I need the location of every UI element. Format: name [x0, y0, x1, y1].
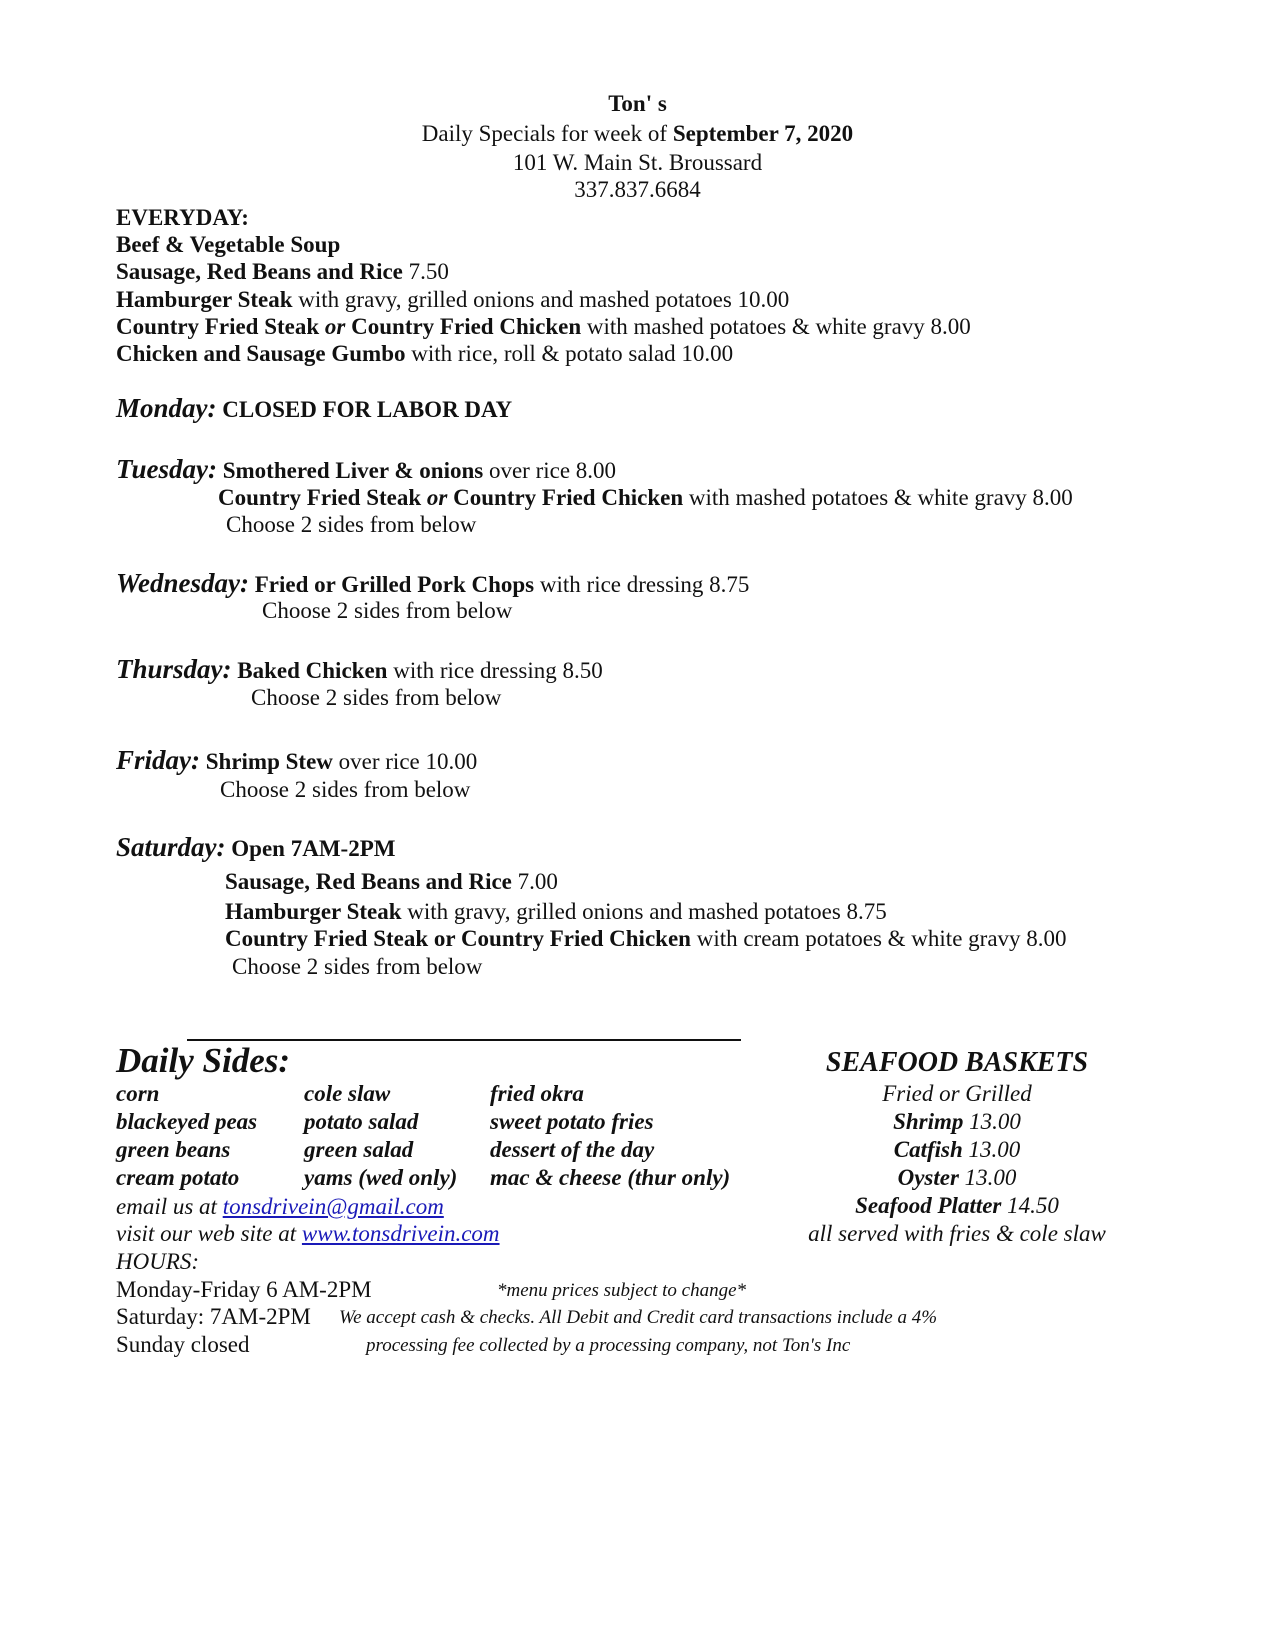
item-name: Country Fried Steak or Country Fried Chicken	[225, 926, 691, 951]
specials-heading	[0, 120, 1275, 148]
saturday-row	[116, 833, 395, 863]
item-name: Baked Chicken	[237, 658, 388, 683]
side-item: yams (wed only)	[304, 1165, 458, 1190]
side-item: sweet potato fries	[490, 1109, 654, 1134]
email-prefix: email us at	[116, 1194, 223, 1219]
seafood-name: Catfish	[893, 1137, 963, 1162]
everyday-soup: Beef & Vegetable Soup	[116, 232, 341, 257]
side-item: green beans	[116, 1137, 231, 1162]
seafood-subheading: Fried or Grilled	[882, 1081, 1032, 1106]
tuesday-sides: Choose 2 sides from below	[226, 512, 477, 537]
thursday-row	[116, 655, 603, 685]
item-name: Country Fried Steak	[218, 485, 422, 510]
seafood-price: 13.00	[962, 1137, 1021, 1162]
seafood-price: 13.00	[963, 1109, 1021, 1134]
email-line	[116, 1193, 444, 1221]
daily-sides-heading: Daily Sides:	[116, 1041, 291, 1080]
item-name: Shrimp Stew	[205, 749, 333, 774]
item-name: Smothered Liver & onions	[222, 458, 484, 483]
side-item: corn	[116, 1081, 160, 1106]
hours-saturday: Saturday: 7AM-2PM	[116, 1304, 311, 1329]
monday-text: CLOSED FOR LABOR DAY	[222, 397, 513, 422]
item-detail: with mashed potatoes & white gravy 8.00	[683, 485, 1073, 510]
website-prefix: visit our web site at	[116, 1221, 302, 1246]
seafood-item	[790, 1192, 1124, 1220]
website-link[interactable]: www.tonsdrivein.com	[301, 1221, 500, 1246]
item-detail: over rice 10.00	[332, 749, 478, 774]
item-name: Country Fried Steak	[116, 314, 320, 339]
tuesday-item-2	[218, 484, 1073, 512]
item-name: Hamburger Steak	[116, 287, 293, 312]
side-item: potato salad	[304, 1109, 419, 1134]
saturday-item-3	[225, 925, 1067, 953]
wednesday-sides: Choose 2 sides from below	[262, 598, 513, 623]
seafood-section	[790, 1046, 1124, 1248]
saturday-hours: Open 7AM-2PM	[231, 836, 396, 861]
item-detail: 7.50	[402, 259, 449, 284]
seafood-note: all served with fries & cole slaw	[808, 1221, 1106, 1246]
tuesday-label: Tuesday:	[116, 454, 217, 484]
restaurant-name: Ton' s	[608, 91, 667, 116]
item-name: Sausage, Red Beans and Rice	[225, 869, 512, 894]
seafood-heading: SEAFOOD BASKETS	[825, 1047, 1089, 1078]
monday-row	[116, 394, 512, 424]
wednesday-row	[116, 569, 749, 599]
email-link[interactable]: tonsdrivein@gmail.com	[222, 1194, 444, 1219]
prices-note: *menu prices subject to change*	[497, 1280, 747, 1301]
item-name: Country Fried Chicken	[351, 314, 582, 339]
saturday-label: Saturday:	[116, 832, 226, 862]
hours-sunday: Sunday closed	[116, 1332, 250, 1357]
saturday-item-1	[225, 868, 558, 896]
seafood-price: 13.00	[958, 1165, 1017, 1190]
sides-column-1	[116, 1080, 257, 1192]
item-detail: with rice dressing 8.50	[387, 658, 603, 683]
everyday-item-1	[116, 258, 449, 286]
website-line	[116, 1220, 500, 1248]
seafood-item	[790, 1108, 1124, 1136]
item-detail: with rice dressing 8.75	[534, 572, 750, 597]
everyday-heading: EVERYDAY:	[116, 205, 249, 230]
side-item: blackeyed peas	[116, 1109, 258, 1134]
specials-prefix: Daily Specials for week of	[421, 121, 668, 146]
item-name: Fried or Grilled Pork Chops	[254, 572, 535, 597]
everyday-item-3	[116, 313, 971, 341]
sides-column-3	[490, 1080, 730, 1192]
side-item: cream potato	[116, 1165, 240, 1190]
item-detail: with gravy, grilled onions and mashed potatoes 10.00	[292, 287, 790, 312]
friday-row	[116, 746, 477, 776]
week-date: September 7, 2020	[672, 121, 854, 146]
sides-column-2	[304, 1080, 457, 1192]
seafood-price: 14.50	[1001, 1193, 1059, 1218]
friday-label: Friday:	[116, 745, 200, 775]
item-name: Hamburger Steak	[225, 899, 402, 924]
payment-note-1: We accept cash & checks. All Debit and Credit card transactions include a 4%	[339, 1307, 938, 1328]
item-name: Country Fried Chicken	[453, 485, 684, 510]
friday-sides: Choose 2 sides from below	[220, 777, 471, 802]
item-detail: with cream potatoes & white gravy 8.00	[690, 926, 1067, 951]
side-item: green salad	[304, 1137, 414, 1162]
or-text: or	[426, 485, 448, 510]
wednesday-label: Wednesday:	[116, 568, 249, 598]
item-detail: with rice, roll & potato salad 10.00	[405, 341, 734, 366]
seafood-name: Shrimp	[893, 1109, 964, 1134]
everyday-item-4	[116, 340, 733, 368]
side-item: dessert of the day	[490, 1137, 655, 1162]
thursday-sides: Choose 2 sides from below	[251, 685, 502, 710]
seafood-item	[790, 1136, 1124, 1164]
thursday-label: Thursday:	[116, 654, 232, 684]
side-item: fried okra	[490, 1081, 584, 1106]
item-detail: with gravy, grilled onions and mashed potatoes 8.75	[401, 899, 887, 924]
item-name: Sausage, Red Beans and Rice	[116, 259, 403, 284]
side-item: cole slaw	[304, 1081, 391, 1106]
saturday-item-2	[225, 898, 887, 926]
or-text: or	[324, 314, 346, 339]
tuesday-row	[116, 455, 616, 485]
address: 101 W. Main St. Broussard	[512, 150, 763, 175]
seafood-name: Seafood Platter	[855, 1193, 1002, 1218]
item-detail: with mashed potatoes & white gravy 8.00	[581, 314, 971, 339]
hours-weekday: Monday-Friday 6 AM-2PM	[116, 1277, 372, 1302]
seafood-name: Oyster	[897, 1165, 959, 1190]
phone: 337.837.6684	[574, 177, 701, 202]
side-item: mac & cheese (thur only)	[490, 1165, 731, 1190]
hours-heading: HOURS:	[116, 1249, 200, 1274]
payment-note-2: processing fee collected by a processing company, not Ton's Inc	[366, 1335, 851, 1356]
item-detail: over rice 8.00	[483, 458, 617, 483]
seafood-item	[790, 1164, 1124, 1192]
item-name: Chicken and Sausage Gumbo	[116, 341, 406, 366]
everyday-item-2	[116, 286, 789, 314]
monday-label: Monday:	[116, 393, 217, 423]
item-detail: 7.00	[511, 869, 558, 894]
saturday-sides: Choose 2 sides from below	[232, 954, 483, 979]
